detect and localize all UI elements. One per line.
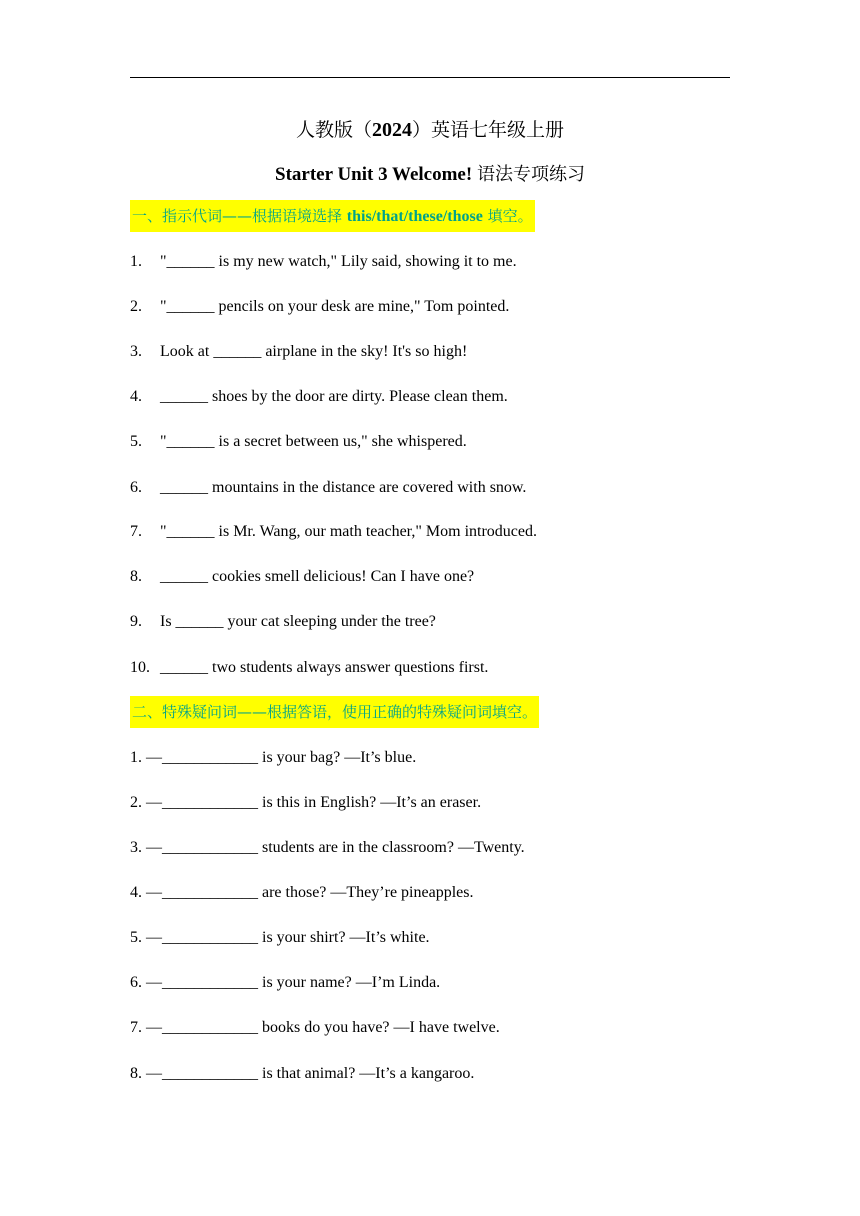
exercise-2-item: 5. —____________ is your shirt? —It’s white.: [130, 929, 430, 946]
exercise-1-item: 5. "______ is a secret between us," she whispered.: [130, 433, 467, 450]
exercise-1-item: 4. ______ shoes by the door are dirty. Please clean them.: [130, 388, 508, 405]
exercise-2-item: 3. —____________ students are in the classroom? —Twenty.: [130, 839, 525, 856]
exercise-1-item: 6. ______ mountains in the distance are covered with snow.: [130, 479, 527, 496]
page-title: 人教版（2024）英语七年级上册: [295, 119, 565, 141]
exercise-2-item: 7. —____________ books do you have? —I have twelve.: [130, 1019, 500, 1036]
exercise-1-item: 10. ______ two students always answer questions first.: [130, 659, 489, 676]
exercise-2-item: 2. —____________ is this in English? —It’s an eraser.: [130, 794, 482, 811]
header-rule: [130, 77, 730, 78]
section-1-heading: 一、指示代词——根据语境选择 this/that/these/those 填空。: [130, 200, 535, 232]
exercise-2-item: 8. —____________ is that animal? —It’s a kangaroo.: [130, 1065, 475, 1082]
exercise-1-item: 8. ______ cookies smell delicious! Can I have one?: [130, 568, 475, 585]
section-2-heading: 二、特殊疑问词——根据答语，使用正确的特殊疑问词填空。: [130, 696, 539, 728]
page-subtitle: Starter Unit 3 Welcome! 语法专项练习: [275, 164, 585, 185]
exercise-1-item: 7. "______ is Mr. Wang, our math teacher," Mom introduced.: [130, 523, 537, 540]
exercise-1-item: 2. "______ pencils on your desk are mine," Tom pointed.: [130, 298, 510, 315]
exercise-1-item: 3. Look at ______ airplane in the sky! It's so high!: [130, 343, 468, 360]
exercise-2-item: 4. —____________ are those? —They’re pineapples.: [130, 884, 474, 901]
exercise-2-item: 1. —____________ is your bag? —It’s blue.: [130, 749, 417, 766]
exercise-1-item: 9. Is ______ your cat sleeping under the tree?: [130, 613, 436, 630]
exercise-1-item: 1. "______ is my new watch," Lily said, showing it to me.: [130, 253, 517, 270]
exercise-2-item: 6. —____________ is your name? —I’m Linda.: [130, 974, 441, 991]
